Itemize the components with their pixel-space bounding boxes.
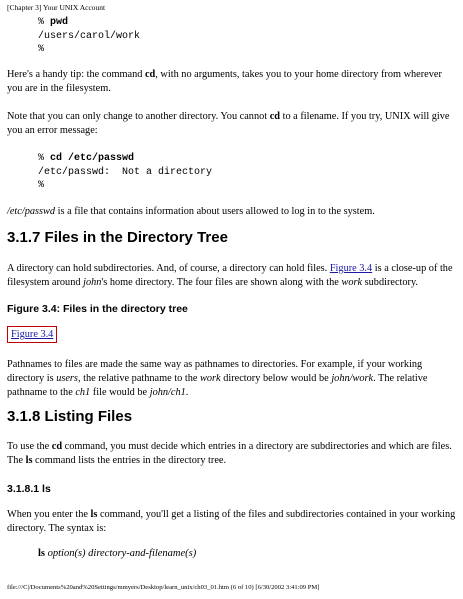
- figure-caption: Figure 3.4: Files in the directory tree: [7, 303, 188, 315]
- code-block-cd-passwd: [38, 152, 212, 193]
- paragraph-cd-note: Note that you can only change to another directory. You cannot cd to a filename. If you try, UNIX will give you an error message:: [7, 111, 450, 136]
- code-block-pwd: [38, 16, 140, 57]
- paragraph-cd-command: To use the cd command, you must decide which entries in a directory are subdirectories and which are files. The ls command lists the entries in the directory tree.: [7, 441, 452, 466]
- code-prompt: %: [38, 17, 51, 28]
- section-heading-3-1-8: 3.1.8 Listing Files: [7, 408, 133, 425]
- code-output: /users/carol/work: [38, 30, 141, 42]
- paragraph-ls-command: When you enter the ls command, you'll get a listing of the files and subdirectories contained in your working directory. The syntax is:: [7, 509, 456, 534]
- paragraph-handy-tip: Here's a handy tip: the command cd, with no arguments, takes you to your home directory from wherever you are in the filesystem.: [7, 69, 442, 94]
- page-footer-url: file:///C|/Documents%20and%20Settings/mmyers/Desktop/learn_unix/ch03_01.htm (6 of 10) [6/30/2002 3:41:09 PM]: [7, 584, 320, 591]
- section-heading-3-1-7: 3.1.7 Files in the Directory Tree: [7, 229, 228, 246]
- code-command: cd /etc/passwd: [50, 153, 135, 164]
- paragraph-passwd-file: /etc/passwd is a file that contains information about users allowed to log in to the system.: [7, 206, 375, 217]
- code-prompt: %: [38, 180, 45, 191]
- code-prompt: %: [38, 153, 51, 164]
- paragraph-pathnames: Pathnames to files are made the same way as pathnames to directories. For example, if your working directory is users, the relative pathname to the work directory below would be john/work. The relative pathname to the ch1 file would be john/ch1.: [7, 359, 428, 398]
- ls-syntax: ls option(s) directory-and-filename(s): [38, 548, 197, 559]
- code-command: pwd: [50, 17, 69, 28]
- code-output: /etc/passwd: Not a directory: [38, 166, 213, 178]
- section-heading-3-1-8-1: 3.1.8.1 ls: [7, 483, 51, 495]
- figure-3-4-link[interactable]: Figure 3.4: [329, 263, 373, 274]
- paragraph-directory-hold: A directory can hold subdirectories. And, of course, a directory can hold files. Figure 3.4 is a close-up of the filesystem around john's home directory. The four files are shown along with the work subdirectory.: [7, 263, 453, 288]
- page-header: [Chapter 3] Your UNIX Account: [7, 3, 106, 12]
- code-prompt: %: [38, 44, 45, 55]
- figure-3-4-image-link[interactable]: [7, 326, 57, 343]
- figure-3-4-link-text[interactable]: Figure 3.4: [11, 329, 54, 340]
